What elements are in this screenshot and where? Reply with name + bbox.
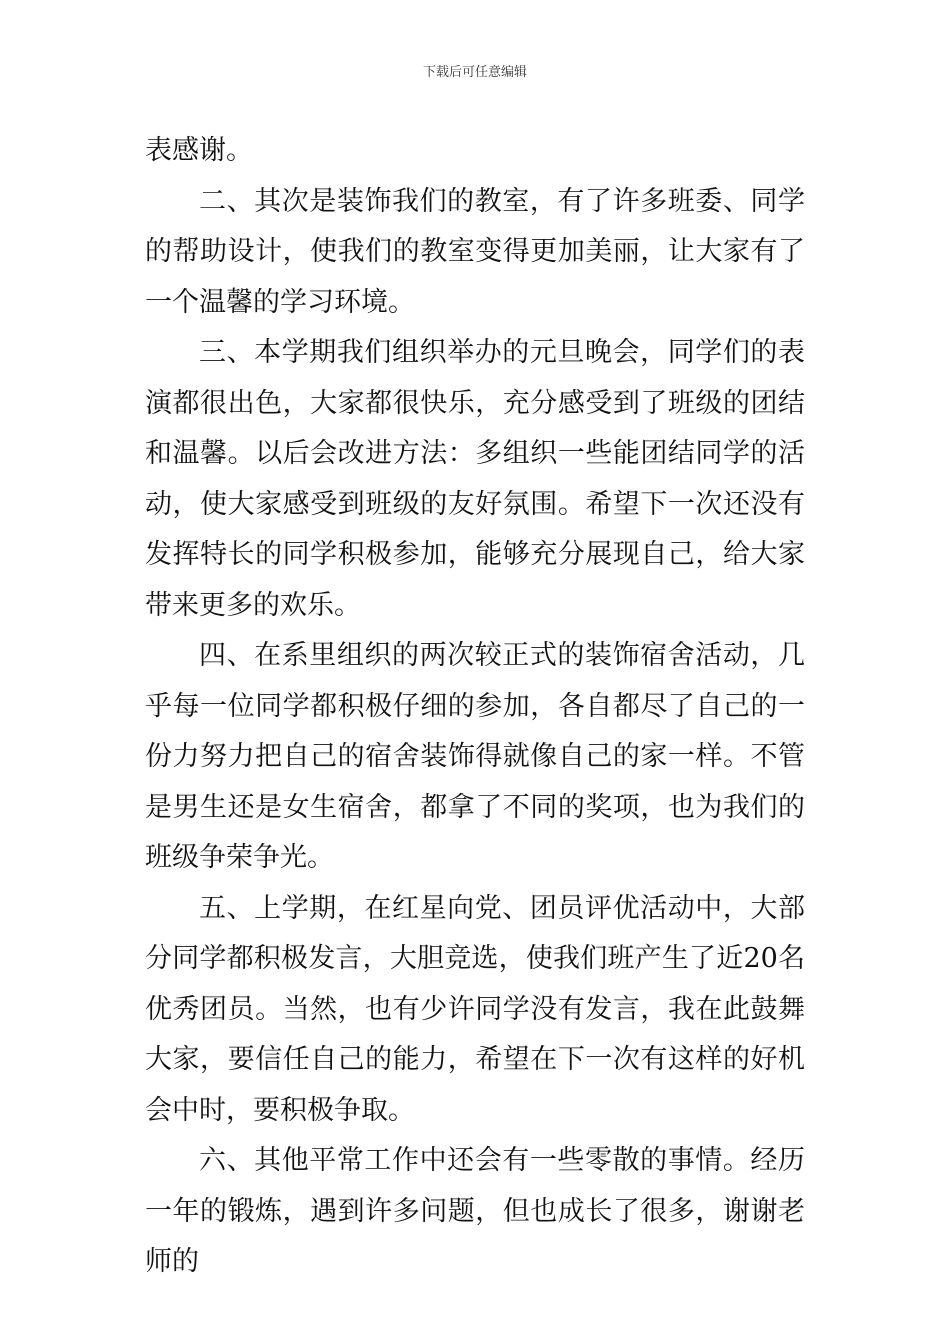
paragraph-continuation: 表感谢。 — [145, 135, 253, 166]
paragraph-item-5: 五、上学期，在红星向党、团员评优活动中，大部分同学都积极发言，大胆竞选，使我们班产生了近20名优秀团员。当然，也有少许同学没有发言，我在此鼓舞大家，要信任自己的能力，希望在下一次有这样的好机会中时，要积极争取。 — [145, 892, 805, 1126]
paragraph-item-3: 三、本学期我们组织举办的元旦晚会，同学们的表演都很出色，大家都很快乐，充分感受到了班级的团结和温馨。以后会改进方法：多组织一些能团结同学的活动，使大家感受到班级的友好氛围。希望下一次还没有发挥特长的同学积极参加，能够充分展现自己，给大家带来更多的欢乐。 — [145, 337, 805, 621]
paragraph-item-2: 二、其次是装饰我们的教室，有了许多班委、同学的帮助设计，使我们的教室变得更加美丽，让大家有了一个温馨的学习环境。 — [145, 185, 805, 318]
paragraph-item-4: 四、在系里组织的两次较正式的装饰宿舍活动，几乎每一位同学都积极仔细的参加，各自都尽了自己的一份力努力把自己的宿舍装饰得就像自己的家一样。不管是男生还是女生宿舍，都拿了不同的奖项，也为我们的班级争荣争光。 — [145, 640, 805, 873]
paragraph-item-6: 六、其他平常工作中还会有一些零散的事情。经历一年的锻炼，遇到许多问题，但也成长了很多，谢谢老师的 — [145, 1145, 805, 1277]
document-body — [145, 126, 805, 1288]
page-header: 下载后可任意编辑 — [422, 65, 527, 80]
